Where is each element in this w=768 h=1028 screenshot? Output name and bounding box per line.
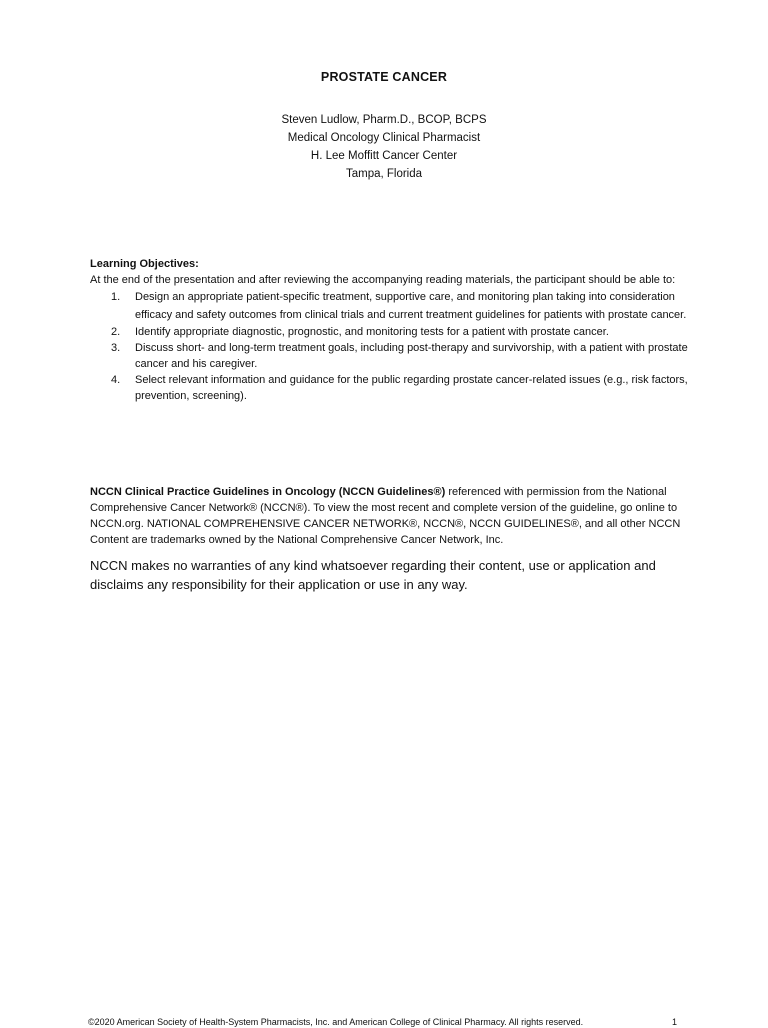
author-block — [0, 111, 768, 183]
document-title: PROSTATE CANCER — [320, 70, 448, 84]
objective-text: Design an appropriate patient-specific treatment, supportive care, and monitoring plan taking into consideration efficacy and safety outcomes from clinical trials and current treatment guidelines for patients with prostate cancer. — [135, 291, 687, 321]
objective-item — [90, 288, 690, 324]
nccn-guidelines-title: NCCN Clinical Practice Guidelines in Oncology (NCCN Guidelines®) — [90, 486, 446, 498]
objectives-list — [90, 288, 690, 404]
objective-number: 2. — [111, 326, 121, 338]
objective-number: 3. — [111, 342, 121, 354]
objective-item — [90, 324, 690, 340]
page-number: 1 — [672, 1017, 678, 1027]
nccn-permission-text: referenced with permission from the National Comprehensive Cancer Network® (NCCN®). To view the most recent and complete version of the guideline, go online to NCCN.org. NATIONAL COMPREHENSIVE CANCER NETWORK®, NCCN®, NCCN GUIDELINES®, and all other NCCN Content are trademarks owned by the National Comprehensive Cancer Network, Inc. — [90, 486, 681, 546]
author-institution: H. Lee Moffitt Cancer Center — [310, 150, 458, 162]
objective-number: 4. — [111, 374, 121, 386]
objective-item — [90, 340, 690, 372]
objective-item — [90, 372, 690, 404]
author-role: Medical Oncology Clinical Pharmacist — [287, 132, 481, 144]
author-name: Steven Ludlow, Pharm.D., BCOP, BCPS — [281, 114, 487, 126]
footer-copyright: ©2020 American Society of Health-System Pharmacists, Inc. and American College of Clinical Pharmacy. All rights reserved. — [88, 1017, 584, 1027]
nccn-permission-notice — [90, 484, 690, 548]
objective-text: Select relevant information and guidance for the public regarding prostate cancer-related issues (e.g., risk factors, prevention, screening). — [135, 374, 688, 402]
objective-text: Identify appropriate diagnostic, prognostic, and monitoring tests for a patient with prostate cancer. — [135, 326, 609, 338]
objective-text: Discuss short- and long-term treatment goals, including post-therapy and survivorship, with a patient with prostate cancer and his caregiver. — [135, 342, 688, 370]
objective-number: 1. — [111, 291, 121, 303]
objectives-heading: Learning Objectives: — [90, 258, 199, 270]
author-location: Tampa, Florida — [345, 168, 423, 180]
learning-objectives-section — [90, 256, 690, 404]
nccn-disclaimer: NCCN makes no warranties of any kind whatsoever regarding their content, use or application and disclaims any responsibility for their application or use in any way. — [90, 558, 656, 592]
objectives-intro: At the end of the presentation and after reviewing the accompanying reading materials, the participant should be able to: — [90, 274, 676, 286]
